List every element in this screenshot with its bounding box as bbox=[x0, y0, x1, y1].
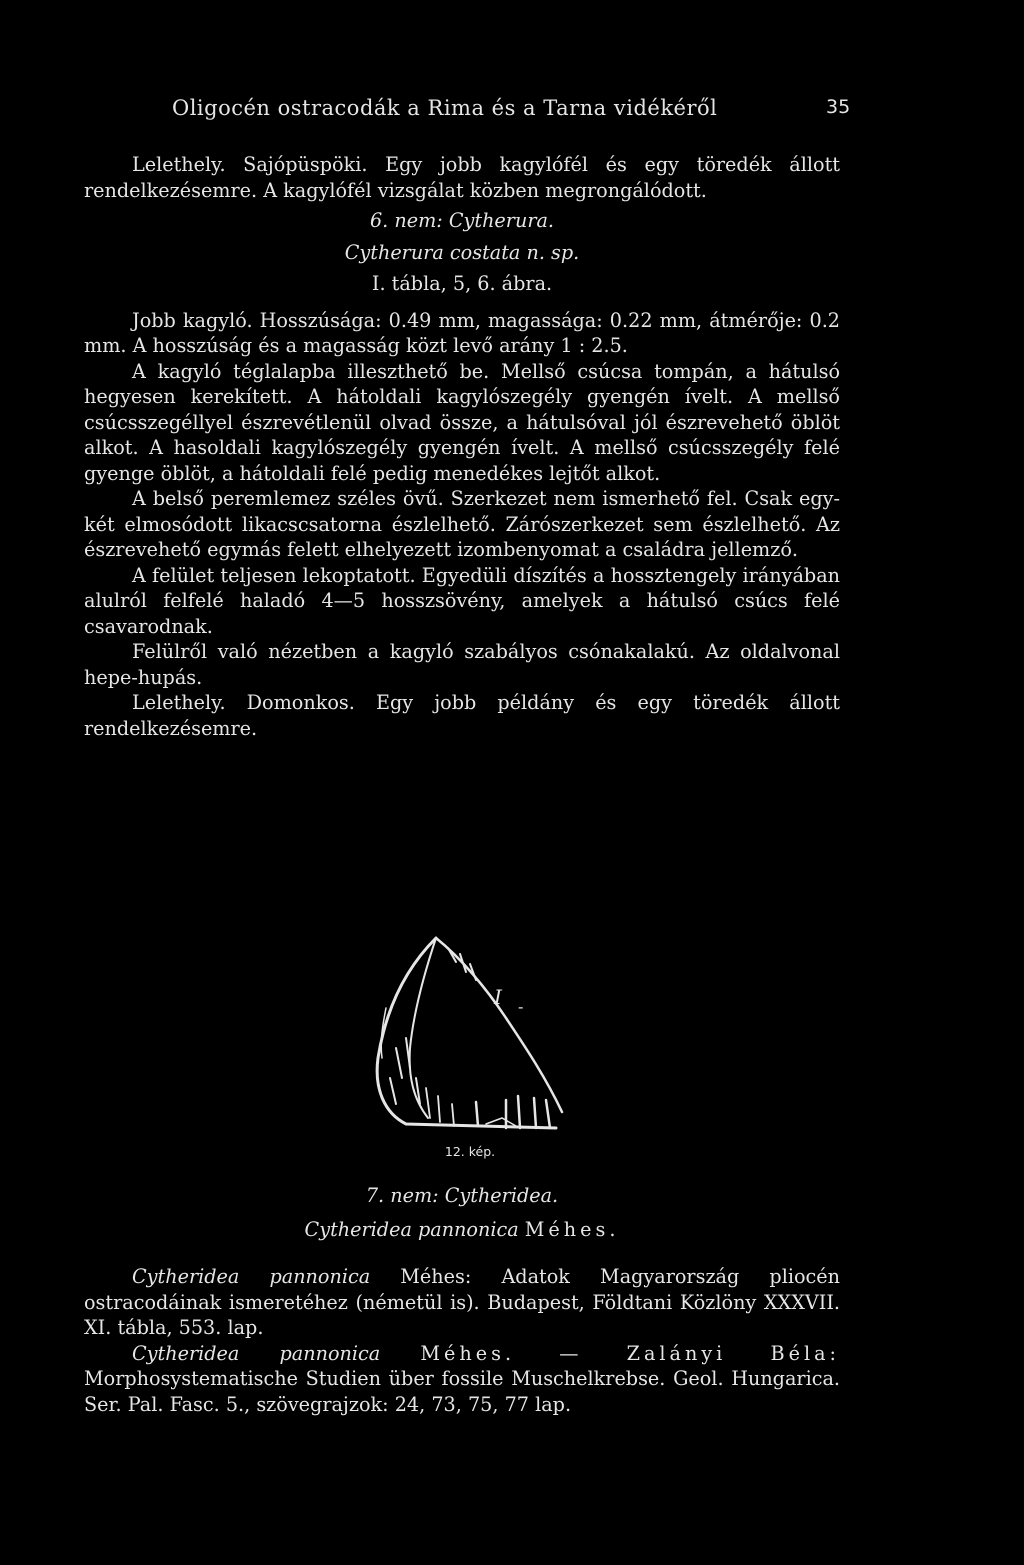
reference-1-name: Cytheridea pannonica bbox=[132, 1265, 371, 1288]
running-header bbox=[0, 96, 1024, 126]
species-author: Méhes. bbox=[524, 1217, 620, 1241]
locality-paragraph-2: Lelethely. Domonkos. Egy jobb példány és egy töredék állott rendelkezésemre. bbox=[84, 691, 840, 740]
surface-paragraph: A felület teljesen lekoptatott. Egyedüli díszítés a hossztengely irányában alulról felfelé haladó 4—5 hosszsövény, amelyek a hátulsó csúcs felé csavarodnak. bbox=[84, 563, 840, 638]
reference-2-name: Cytheridea pannonica bbox=[132, 1341, 381, 1365]
reference-2-author: Méhes. — Zalányi Béla: bbox=[420, 1341, 841, 1365]
reference-2 bbox=[84, 1341, 840, 1418]
shell-figure bbox=[366, 928, 586, 1140]
figure-label-b: - bbox=[518, 997, 524, 1016]
page-number: 35 bbox=[826, 96, 851, 118]
reference-1-text: Méhes: Adatok Magyarország pliocén ostracodáinak ismeretéhez (németül is). Budapest, Földtani Közlöny XXXVII. XI. tábla, 553. lap. bbox=[84, 1265, 840, 1339]
figure-caption: 12. kép. bbox=[444, 1144, 496, 1159]
text-block-1 bbox=[84, 152, 840, 741]
species-heading-text: Cytherura costata n. sp. bbox=[344, 240, 580, 264]
genus-heading-7 bbox=[84, 1183, 840, 1209]
genus-heading-text: 6. nem: Cytherura. bbox=[369, 209, 555, 232]
dimensions-paragraph: Jobb kagyló. Hosszúsága: 0.49 mm, magassága: 0.22 mm, átmérője: 0.2 mm. A hosszúság és a magasság közt levő arány 1 : 2.5. bbox=[84, 308, 840, 357]
species-name: Cytheridea pannonica bbox=[304, 1217, 519, 1241]
text-block-2 bbox=[84, 1183, 840, 1417]
reference-1 bbox=[84, 1264, 840, 1341]
dorsal-view-paragraph: Felülről való nézetben a kagyló szabályos csónakalakú. Az oldalvonal hepe-hupás. bbox=[84, 640, 840, 689]
genus-heading-7-text: 7. nem: Cytheridea. bbox=[365, 1184, 559, 1207]
running-title: Oligocén ostracodák a Rima és a Tarna vidékéről bbox=[172, 96, 718, 120]
plate-reference: I. tábla, 5, 6. ábra. bbox=[371, 272, 553, 295]
inner-structure-paragraph: A belső peremlemez széles övű. Szerkezet nem ismerhető fel. Csak egy-két elmosódott likacscsatorna észlelhető. Zárószerkezet sem észlelhető. Az észrevehető egymás felett elhelyezett izombenyomat a családra jellemző. bbox=[84, 487, 840, 561]
reference-2-text: Morphosystematische Studien über fossile Muschelkrebse. Geol. Hungarica. Ser. Pal. Fasc. 5., szövegrajzok: 24, 73, 75, 77 lap. bbox=[84, 1367, 840, 1416]
species-heading-2 bbox=[84, 1217, 840, 1243]
species-heading bbox=[84, 240, 840, 266]
figure-label-a: I bbox=[494, 985, 502, 1009]
genus-heading-6 bbox=[84, 208, 840, 234]
outline-paragraph: A kagyló téglalapba illeszthető be. Mellső csúcsa tompán, a hátulsó hegyesen kerekített. A hátoldali kagylószegély gyengén ívelt. A mellső csúcsszegéllyel észrevétlenül olvad össze, a hátulsóval jól észrevehető öblöt alkot. A hasoldali kagylószegély gyengén ívelt. A mellső csúcsszegély felé gyenge öblöt, a hátoldali felé pedig menedékes lejtőt alkot. bbox=[84, 359, 840, 485]
locality-paragraph-1: Lelethely. Sajópüspöki. Egy jobb kagylófél és egy töredék állott rendelkezésemre. A kagylófél vizsgálat közben megrongálódott. bbox=[84, 153, 840, 202]
